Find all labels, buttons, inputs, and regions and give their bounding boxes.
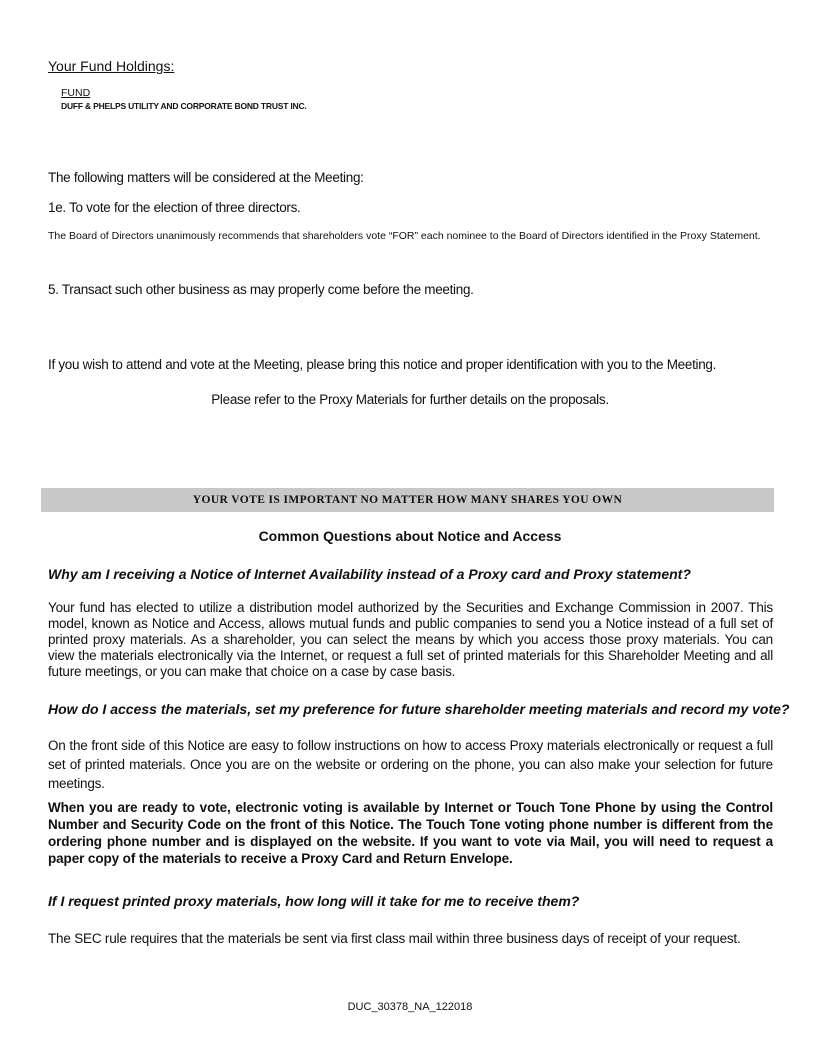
answer-2-voting-instructions: When you are ready to vote, electronic voting is available by Internet or Touch Tone Phone by using the Control Number and Security Code on the front of this Notice. The Touch Tone voting phone number is different from the ordering phone number and is displayed on the website. If you want to vote via Mail, you will need to request a paper copy of the materials to receive a Proxy Card and Return Envelope. bbox=[48, 800, 773, 866]
question-1: Why am I receiving a Notice of Internet Availability instead of a Proxy card and Proxy statement? bbox=[48, 566, 691, 582]
answer-3: The SEC rule requires that the materials be sent via first class mail within three business days of receipt of your request. bbox=[48, 931, 741, 946]
proposal-1e: 1e. To vote for the election of three directors. bbox=[48, 200, 301, 215]
holdings-title: Your Fund Holdings: bbox=[48, 58, 175, 74]
question-2: How do I access the materials, set my preference for future shareholder meeting materials and record my vote? bbox=[48, 701, 790, 717]
proposal-5: 5. Transact such other business as may properly come before the meeting. bbox=[48, 282, 474, 297]
attend-instructions: If you wish to attend and vote at the Meeting, please bring this notice and proper identification with you to the Meeting. bbox=[48, 357, 717, 372]
fund-column-label: FUND bbox=[61, 87, 91, 99]
refer-proxy-materials: Please refer to the Proxy Materials for further details on the proposals. bbox=[211, 392, 609, 407]
common-questions-title: Common Questions about Notice and Access bbox=[258, 528, 562, 544]
board-recommendation: The Board of Directors unanimously recommends that shareholders vote “FOR” each nominee to the Board of Directors identified in the Proxy Statement. bbox=[48, 230, 761, 242]
vote-important-banner: YOUR VOTE IS IMPORTANT NO MATTER HOW MANY SHARES YOU OWN bbox=[41, 488, 774, 512]
question-3: If I request printed proxy materials, how long will it take for me to receive them? bbox=[48, 893, 580, 909]
answer-1: Your fund has elected to utilize a distribution model authorized by the Securities and Exchange Commission in 2007. This model, known as Notice and Access, allows mutual funds and public companies to send you a Notice instead of a full set of printed proxy materials. As a shareholder, you can select the means by which you access those proxy materials. You can view the materials electronically via the Internet, or request a full set of printed materials for this Shareholder Meeting and all future meetings, or you can make that choice on a case by case basis. bbox=[48, 600, 773, 679]
matters-intro: The following matters will be considered at the Meeting: bbox=[48, 170, 364, 185]
answer-2: On the front side of this Notice are easy to follow instructions on how to access Proxy materials electronically or request a full set of printed materials. Once you are on the website or ordering on the phone, you can also make your selection for future meetings. bbox=[48, 738, 773, 791]
document-code: DUC_30378_NA_122018 bbox=[347, 1001, 473, 1013]
fund-name: DUFF & PHELPS UTILITY AND CORPORATE BOND TRUST INC. bbox=[61, 101, 307, 111]
